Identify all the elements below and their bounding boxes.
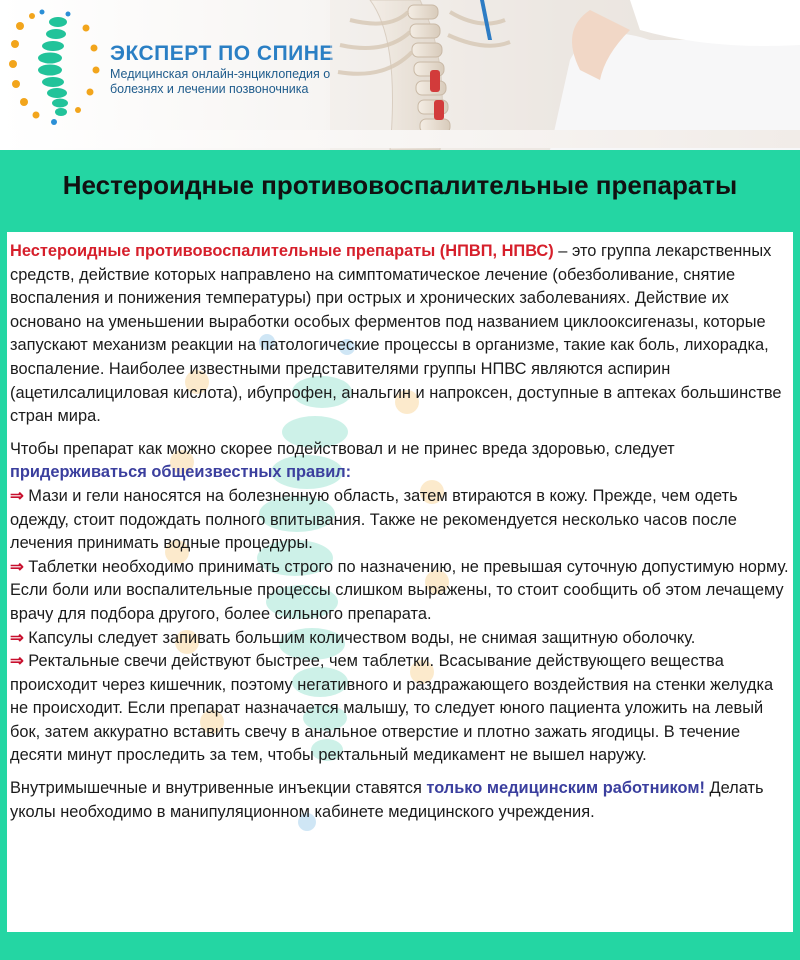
intro-text: – это группа лекарственных средств, действие которых направлено на симптоматическое лечение (обезболивание, снятие воспаления и понижения температуры) при острых и хронических заболеваниях. Действие их основано на уменьшении выработки особых ферментов под названием циклооксигеназы, которые запускают механизм реакции на патологические процессы в организме, такие как боль, лихорадка, воспаление. Наиболее известными представителями группы НПВС являются аспирин (ацетилсалициловая кислота), ибупрофен, анальгин и напроксен, доступные в аптеках большинстве стран мира. bbox=[10, 242, 782, 426]
rule-item-text: Таблетки необходимо принимать строго по назначению, не превышая суточную допустимую норму. Если боли или воспалительные процессы слишком выражены, то стоит сообщить об этом лечащему врачу для подбора другого, более сильного препарата. bbox=[10, 557, 789, 623]
injections-text: Делать уколы необходимо в манипуляционном кабинете медицинского учреждения. bbox=[10, 779, 764, 821]
rule-item bbox=[10, 650, 789, 768]
rule-item-text: Мази и гели наносятся на болезненную область, затем втираются в кожу. Прежде, чем одеть одежду, стоит подождать полного впитывания. Также не рекомендуется несколько часов после лечения принимать водные процедуры. bbox=[10, 486, 738, 553]
rule-item bbox=[10, 627, 789, 651]
arrow-right-icon: ⇒ bbox=[10, 628, 24, 647]
spine-logo-icon[interactable] bbox=[6, 8, 102, 128]
brand-title[interactable]: ЭКСПЕРТ ПО СПИНЕ bbox=[110, 42, 334, 65]
rule-item-text: Ректальные свечи действуют быстрее, чем таблетки. Всасывание действующего вещества происходит через кишечник, поэтому негативного и раздражающего воздействия на стенки желудка не происходит. Если препарат назначается малышу, то следует юного пациента уложить на левый бок, затем аккуратно вставить свечу в анальное отверстие и плотно зажать ягодицы. В течение десяти минут проследить за тем, чтобы ректальный медикамент не вышел наружу. bbox=[10, 652, 774, 765]
article-body bbox=[7, 232, 793, 932]
article-text bbox=[7, 240, 793, 833]
injections-lead-text: Внутримышечные и внутривенные инъекции ставятся bbox=[10, 779, 427, 798]
spine-photo-illustration bbox=[330, 0, 800, 150]
brand-subtitle-line1: Медицинская онлайн-энциклопедия о bbox=[110, 67, 331, 81]
intro-term: Нестероидные противовоспалительные препараты (НПВП, НПВС) bbox=[10, 242, 554, 260]
arrow-right-icon: ⇒ bbox=[10, 486, 24, 505]
rules-paragraph bbox=[10, 438, 789, 768]
brand-subtitle-line2: болезнях и лечении позвоночника bbox=[110, 82, 309, 96]
rule-item bbox=[10, 556, 789, 627]
page-title: Нестероидные противовоспалительные препараты bbox=[62, 170, 738, 200]
rules-emphasis: придерживаться общеизвестных правил: bbox=[10, 463, 352, 482]
injections-emphasis: только медицинским работником! bbox=[426, 779, 705, 798]
injections-paragraph bbox=[10, 777, 789, 824]
header-bottom-strip bbox=[0, 130, 800, 148]
intro-paragraph bbox=[10, 240, 789, 429]
arrow-right-icon: ⇒ bbox=[10, 652, 24, 671]
rule-item-text: Капсулы следует запивать большим количеством воды, не снимая защитную оболочку. bbox=[28, 628, 696, 647]
rules-lead-text: Чтобы препарат как можно скорее подействовал и не принес вреда здоровью, следует bbox=[10, 439, 675, 458]
brand-subtitle bbox=[110, 67, 350, 97]
site-header bbox=[0, 0, 800, 150]
arrow-right-icon: ⇒ bbox=[10, 557, 24, 576]
rule-item bbox=[10, 485, 789, 556]
